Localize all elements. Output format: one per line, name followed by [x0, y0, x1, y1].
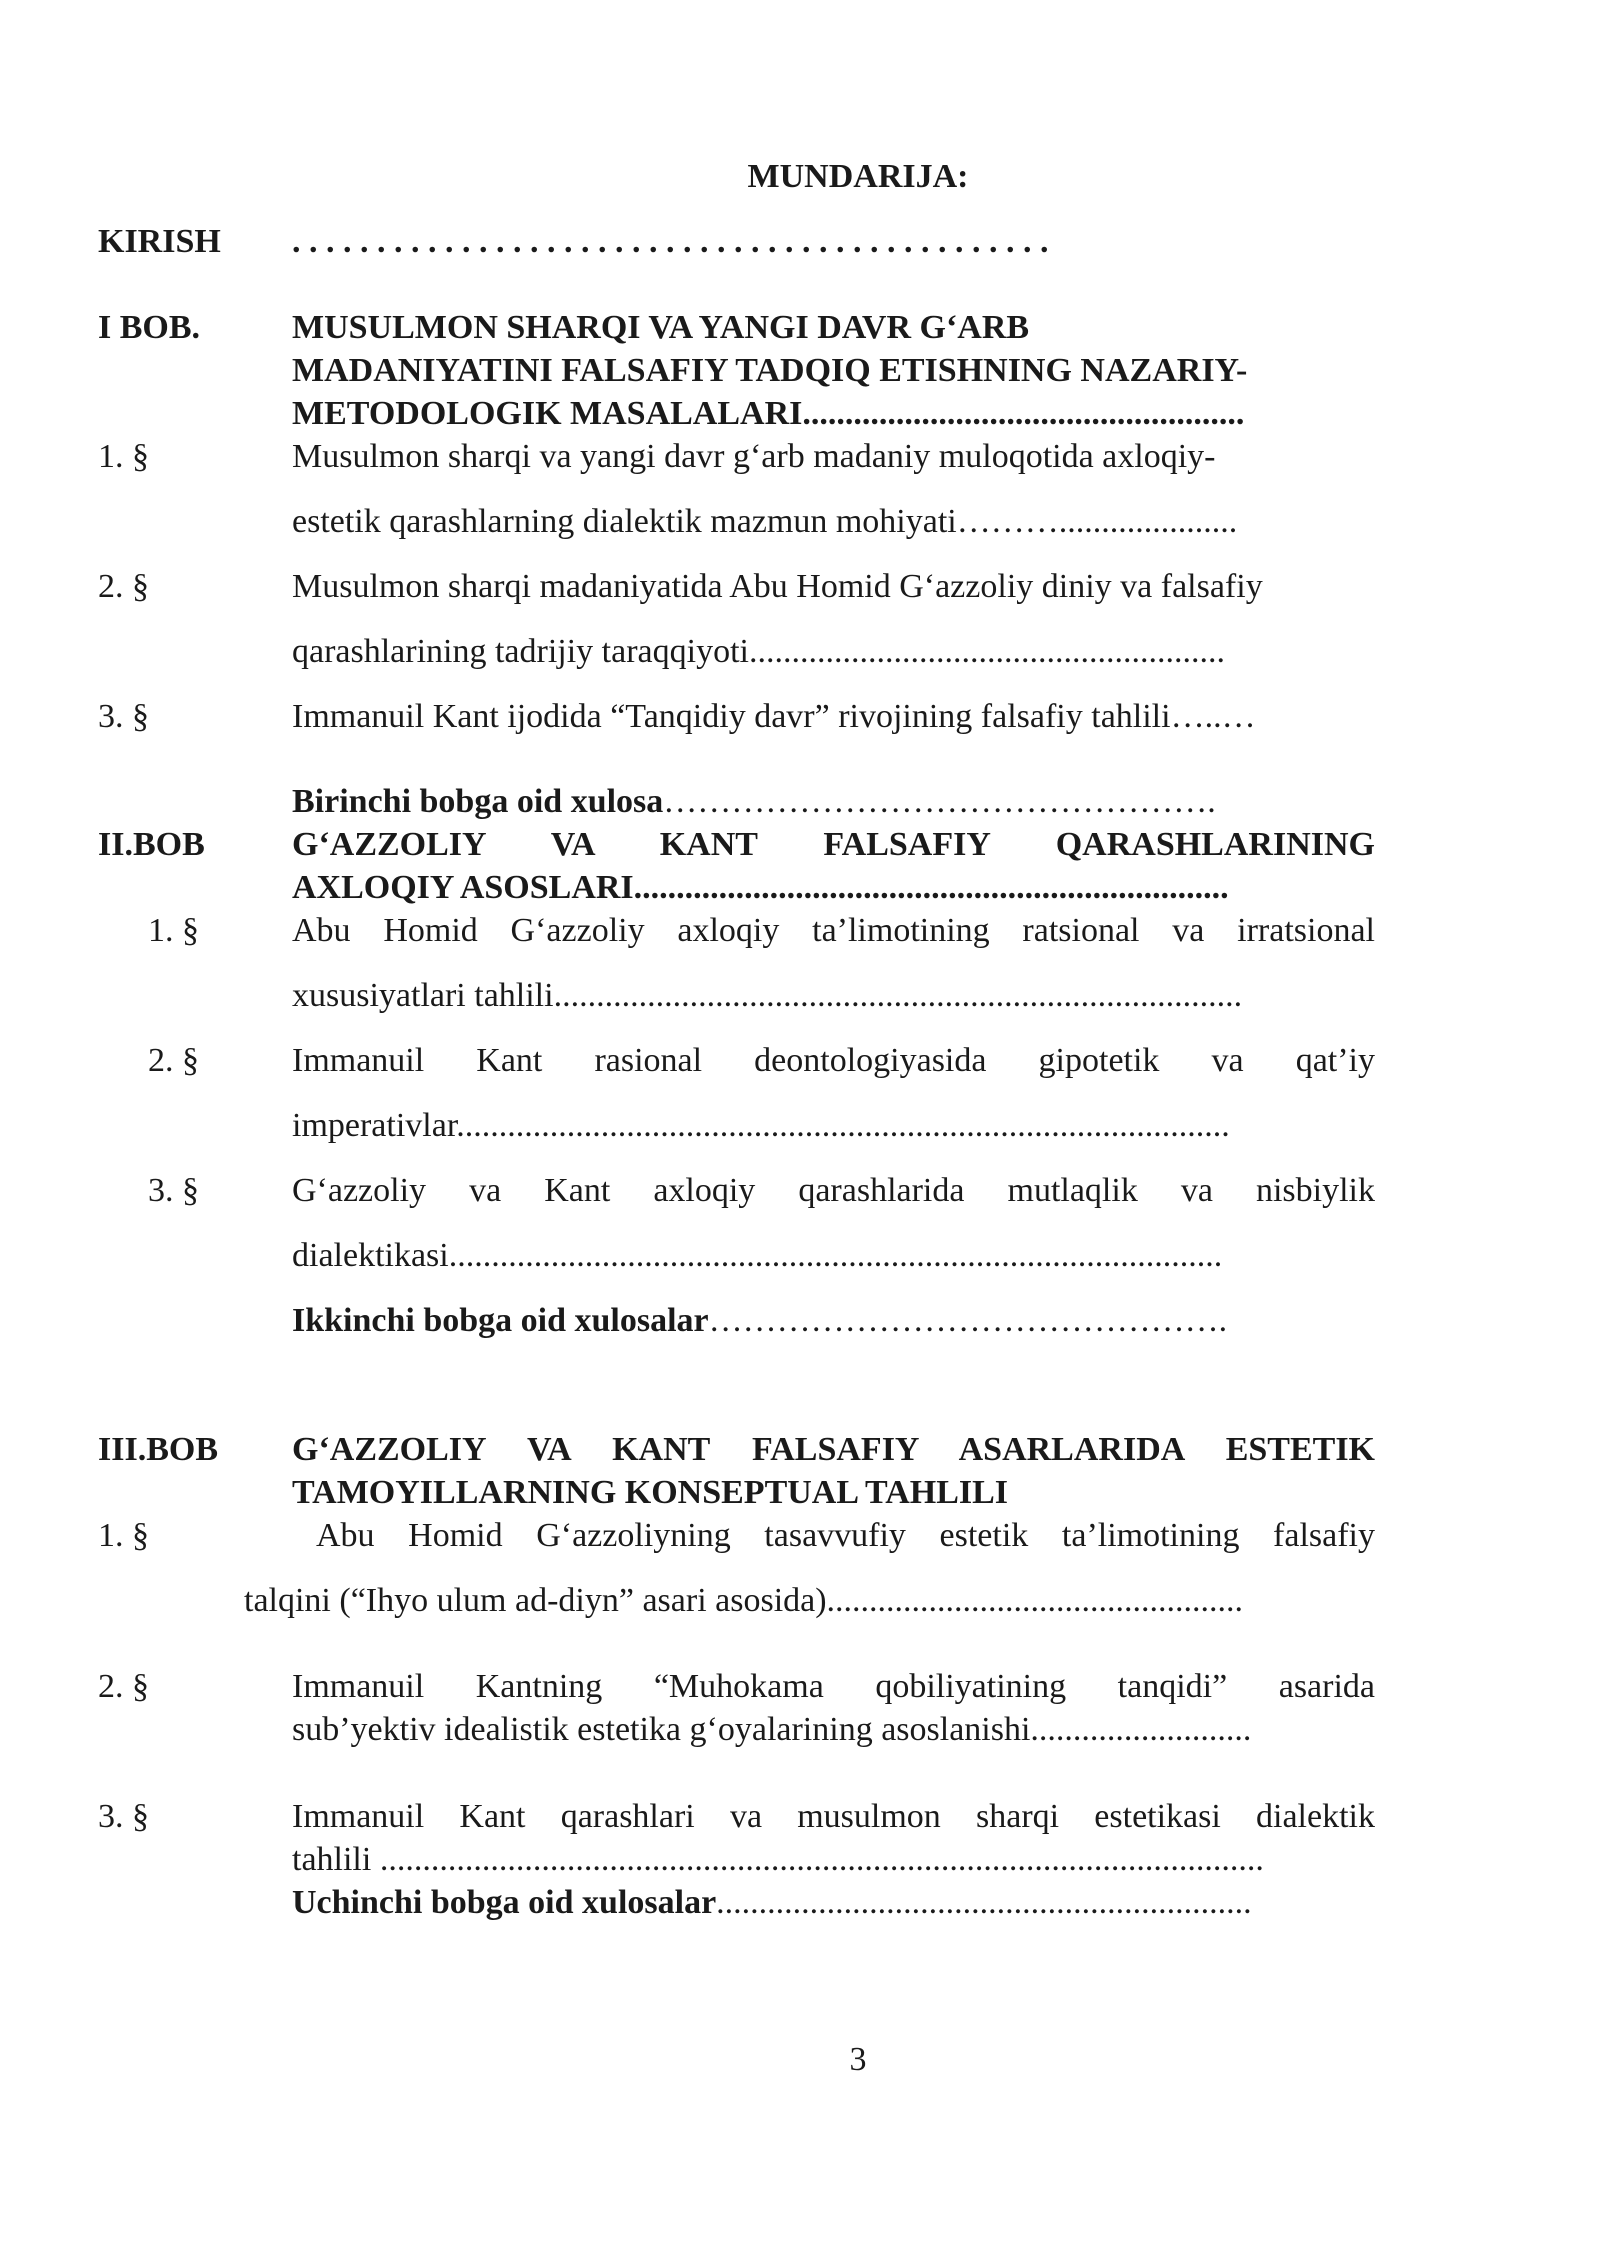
section-title-line: Immanuil Kant rasional deontologiyasida gipotetik va qat’iy [292, 1042, 1375, 1079]
section-title-line: dialektikasi........................................................................................... [292, 1237, 1223, 1274]
section-number: 3. § [98, 698, 149, 735]
chapter3-label: III.BOB [98, 1431, 218, 1468]
chapter1-title-line: MUSULMON SHARQI VA YANGI DAVR G‘ARB [292, 309, 1030, 346]
section-title-line: talqini (“Ihyo ulum ad-diyn” asari asosida)................................................. [244, 1582, 1244, 1619]
section-title-line: tahlili ........................................................................................................ [292, 1841, 1264, 1878]
section-title-line: estetik qarashlarning dialektik mazmun mohiyati………..................... [292, 503, 1238, 540]
chapter3-title-line: G‘AZZOLIY VA KANT FALSAFIY ASARLARIDA ESTETIK [292, 1431, 1375, 1468]
conclusion-leader: ............................................................... [716, 1884, 1252, 1921]
section-title-line: Immanuil Kant ijodida “Tanqidiy davr” rivojining falsafiy tahlili…..… [292, 698, 1256, 735]
chapter1-conclusion [292, 782, 1375, 822]
chapter1-title-line: METODOLOGIK MASALALARI.................................................... [292, 395, 1245, 432]
chapter1-title-line: MADANIYATINI FALSAFIY TADQIQ ETISHNING NAZARIY- [292, 352, 1248, 389]
section-title-line: G‘azzoliy va Kant axloqiy qarashlarida mutlaqlik va nisbiylik [292, 1172, 1375, 1209]
chapter3-title-line: TAMOYILLARNING KONSEPTUAL TAHLILI [292, 1474, 1009, 1511]
conclusion-label: Birinchi bobga oid xulosa [292, 783, 664, 820]
section-number: 3. § [148, 1172, 199, 1209]
section-number: 1. § [148, 912, 199, 949]
chapter1-label: I BOB. [98, 309, 201, 346]
conclusion-leader: ………………………………………. [708, 1302, 1228, 1339]
chapter2-conclusion [292, 1301, 1375, 1341]
chapter3-conclusion [292, 1883, 1375, 1923]
page-number: 3 [849, 2041, 867, 2078]
conclusion-label: Uchinchi bobga oid xulosalar [292, 1884, 717, 1921]
section-title-line: Immanuil Kantning “Muhokama qobiliyatining tanqidi” asarida [292, 1668, 1375, 1705]
conclusion-label: Ikkinchi bobga oid xulosalar [292, 1302, 709, 1339]
section-number: 2. § [98, 568, 149, 605]
section-title-line: Musulmon sharqi madaniyatida Abu Homid G‘azzoliy diniy va falsafiy [292, 568, 1263, 605]
page-title: MUNDARIJA: [747, 158, 969, 195]
section-title-line: imperativlar........................................................................................... [292, 1107, 1230, 1144]
section-title-line: sub’yektiv idealistik estetika g‘oyalarining asoslanishi.......................... [292, 1711, 1252, 1748]
chapter2-title-line: AXLOQIY ASOSLARI...................................................................... [292, 869, 1229, 906]
section-title-line: xususiyatlari tahlili................................................................................. [292, 977, 1243, 1014]
section-number: 2. § [98, 1668, 149, 1705]
intro-label: KIRISH [98, 223, 221, 260]
chapter2-title-line: G‘AZZOLIY VA KANT FALSAFIY QARASHLARINING [292, 826, 1375, 863]
section-number: 1. § [98, 1517, 149, 1554]
section-title-line: Abu Homid G‘azzoliy axloqiy ta’limotining ratsional va irratsional [292, 912, 1375, 949]
section-number: 2. § [148, 1042, 199, 1079]
section-number: 1. § [98, 438, 149, 475]
conclusion-leader: …………………………………………. [663, 783, 1216, 820]
chapter2-label: II.BOB [98, 826, 205, 863]
section-title-line: Abu Homid G‘azzoliyning tasavvufiy estetik ta’limotining falsafiy [316, 1517, 1375, 1554]
section-number: 3. § [98, 1798, 149, 1835]
intro-leader: . . . . . . . . . . . . . . . . . . . . . . . . . . . . . . . . . . . . . . . . . . . . . [292, 223, 1049, 260]
section-title-line: qarashlarining tadrijiy taraqqiyoti........................................................ [292, 633, 1225, 670]
section-title-line: Musulmon sharqi va yangi davr g‘arb madaniy muloqotida axloqiy- [292, 438, 1216, 475]
section-title-line: Immanuil Kant qarashlari va musulmon sharqi estetikasi dialektik [292, 1798, 1375, 1835]
